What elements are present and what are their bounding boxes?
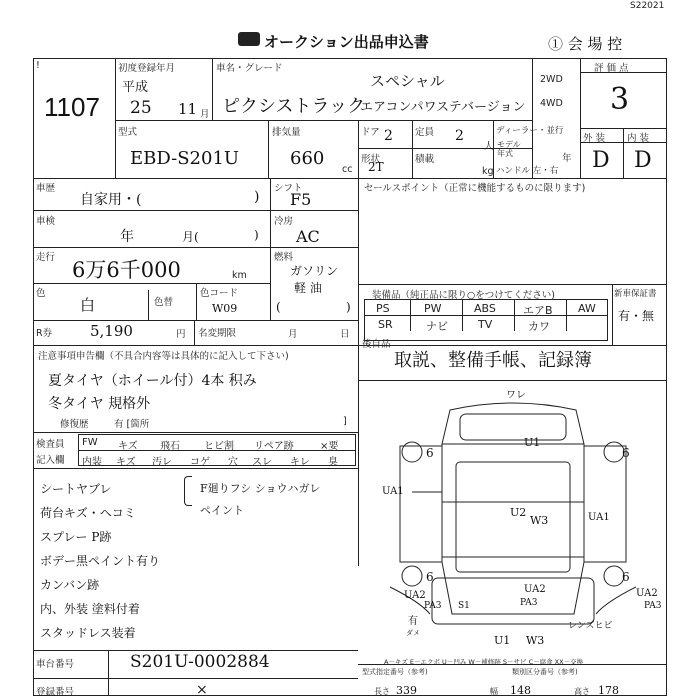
fuel-value1: ガソリン [290,264,339,278]
insp-scratch: キズ [118,441,138,452]
insp-note-right-2: ペイント [200,504,244,517]
diagram-mark-bad: ダメ [406,629,420,637]
width-label: 幅 [490,687,498,696]
usage-value: 自家用・( [80,192,142,208]
recycle-label: R券 [36,328,53,339]
mileage-unit: km [232,270,247,281]
color-change-label: 色替 [154,297,174,308]
lot-number: 1107 [44,92,100,122]
equip-abs: ABS [474,302,496,315]
insp-cut: キレ [290,457,310,468]
doors-label: ドア [361,127,380,138]
insp-fw: FW [82,437,98,448]
inspector-label1: 検査員 [36,439,65,450]
type-value: EBD-S201U [130,148,240,169]
diagram-mark-ua2-bed: UA2 [524,584,546,595]
diagram-mark-ua2-right: UA2 [636,588,658,599]
mileage-label: 走行 [36,252,56,263]
diagram-mark-wheel-rr: 6 [622,570,630,584]
equip-tv: TV [478,318,493,331]
fuel-paren-close: ) [346,300,351,314]
diagram-mark-wheel-fl: 6 [426,446,434,460]
exterior-label: 外 装 [583,133,606,144]
diagram-mark-u1-top: U1 [524,436,541,449]
insp-hole: 穴 [228,457,238,468]
equipment-label: 装備品（純正品に限り○をつけてください) [372,290,555,301]
warranty-label: 新車保証書 [614,289,657,299]
diagram-mark-w3: W3 [530,514,549,527]
recycle-value: 5,190 [90,322,133,340]
notes-line2: 冬タイヤ 規格外 [48,396,151,412]
reg-number-label: 登録番号 [36,687,75,698]
drive-4wd: 4WD [540,98,563,109]
warranty-value: 有・無 [618,309,655,323]
diagram-mark-lens-crack: レンズヒビ [568,621,613,631]
reg-year: 25 [130,98,152,118]
diagram-mark-pa3-right: PA3 [644,601,662,611]
diagram-mark-ua2-left: UA2 [404,590,426,601]
diagram-mark-ua1-right: UA1 [588,512,610,523]
diagram-mark-wheel-fr: 6 [622,446,630,460]
color-code-label: 色コード [200,288,239,299]
handle-label: ハンドル 左・右 [496,166,559,176]
diagram-mark-crack: ワレ [506,390,526,401]
brand-logo [238,32,260,46]
mileage-value: 6万6千000 [72,258,181,282]
class-number-label: 類別区分番号（参考) [512,668,578,676]
insp-note-2: 荷台キズ・ヘコミ [40,506,136,520]
name-change-day: 日 [340,329,350,340]
insp-burn: コゲ [190,457,210,468]
length-value: 339 [396,684,417,697]
displacement-label: 排気量 [272,127,301,138]
first-reg-label: 初度登録年月 [118,63,176,74]
ac-value: AC [296,227,320,246]
diagram-legend: A－キズ E－エクボ U－凹み W－補修跡 S－サビ C－腐食 XX－交換 [384,658,584,666]
diagram-mark-w3-rear: W3 [526,634,545,647]
insp-chip: 飛石 [160,441,180,452]
inspection-month: 月( [182,230,199,244]
insp-note-5: カンバン跡 [40,578,100,592]
inspector-label2: 記入欄 [36,455,65,466]
notes-label: 注意事項申告欄（不具合内容等は具体的に記入して下さい) [38,351,289,362]
insp-dirt: 汚レ [152,457,172,468]
attachments-label: 後自品 [362,339,391,350]
length-label: 長さ [374,687,390,696]
usage-close: ) [254,189,260,205]
repair-close: ] [343,416,347,427]
model-name: ピクシストラック [222,96,366,117]
chassis-value: S201U-0002884 [130,652,270,672]
name-change-label: 名変期限 [198,328,237,339]
diagram-mark-u1-rear: U1 [494,634,511,647]
insp-required: ×要 [320,441,339,452]
doc-code: S22021 [630,1,665,11]
insp-note-right-1: F廻りフシ ショウハガレ [200,482,321,495]
equip-pw: PW [424,302,442,315]
insp-note-1: シートヤブレ [40,482,112,496]
displacement-value: 660 [290,148,325,169]
diagram-mark-u2: U2 [510,506,527,519]
capacity-label: 定員 [415,127,435,138]
insp-odor: 臭 [328,457,338,468]
color-value: 白 [80,296,96,314]
shape-value: 2T [368,160,384,174]
interior-grade: D [634,148,652,173]
lot-mark: ! [36,60,40,71]
diagram-mark-wheel-rl: 6 [426,570,434,584]
insp-note-6: 内、外装 塗料付着 [40,602,140,616]
eval-label: 評 価 点 [594,63,629,74]
inspection-label: 車検 [36,216,56,227]
height-label: 高さ [574,687,590,696]
equip-leather: カワ [528,320,550,333]
eval-score: 3 [610,82,630,117]
insp-interior: 内装 [82,457,102,468]
name-change-month: 月 [288,329,298,340]
insp-note-3: スプレー P跡 [40,530,112,544]
equip-airbag: エアB [523,304,553,317]
model-year-label: モデル 年式 [497,140,521,158]
width-value: 148 [510,684,531,697]
diagram-mark-ua1-left: UA1 [382,486,404,497]
equip-navi: ナビ [426,320,448,333]
insp-int-scratch: キズ [116,457,136,468]
diagram-mark-yes: 有 [408,616,418,627]
color-label: 色 [36,288,46,299]
type-label: 型式 [118,127,138,138]
chassis-label: 車台番号 [36,659,75,670]
fuel-paren-open: ( [276,300,281,314]
repair-label: 修復歴 [60,419,89,430]
inspection-close: ) [254,228,259,242]
insp-wear: スレ [252,457,272,468]
bracket-mark [184,476,192,506]
era-value: 平成 [122,80,149,95]
insp-note-4: ボデー黒ペイント有り [40,554,161,568]
shape-label: 形状 [361,154,381,165]
insp-note-7: スタッドレス装着 [40,626,136,640]
shift-label: シフト [274,183,303,194]
name-grade-label: 車名・グレード [216,63,283,74]
fuel-value2: 軽 油 [294,281,322,295]
diagram-mark-pa3-bed: PA3 [520,598,538,608]
equip-aw: AW [578,302,596,315]
cc-unit: cc [342,164,353,175]
drive-2wd: 2WD [540,74,563,85]
diagram-mark-pa3-left: PA3 [424,601,442,611]
capacity-value: 2 [455,128,464,144]
repair-value: 有 [箇所 [114,419,150,430]
recycle-unit: 円 [176,329,186,340]
attachments-value: 取説、整備手帳、記録簿 [394,350,592,371]
equip-sr: SR [378,318,393,331]
insp-crack: ヒビ割 [204,441,234,452]
dealer-label: ディーラー・並行 [496,126,564,136]
year-unit: 年 [562,153,572,164]
form-title: オークション出品申込書 [264,33,429,51]
grade-line2: エアコンパワステバージョン [360,100,526,115]
load-label: 積載 [415,154,435,165]
insp-repair: リペア跡 [254,441,294,452]
sales-point-label: セールスポイント（正常に機能するものに限ります) [364,183,586,194]
load-unit: kg [482,166,494,177]
fuel-label: 燃料 [274,252,294,263]
interior-label: 内 装 [627,133,650,144]
form-number-label: 型式指定番号（参考) [362,668,428,676]
notes-line1: 夏タイヤ（ホイール付）4本 积み [48,373,257,389]
month-unit: 月 [200,109,210,120]
capacity-unit: 人 [484,141,494,152]
doors-value: 2 [384,128,393,144]
grade-line1: スペシャル [370,72,445,90]
reg-month: 11 [178,100,198,118]
diagram-mark-s1: S1 [458,601,470,611]
copy-type: ① 会 場 控 [548,35,623,53]
shift-value: F5 [290,190,312,209]
color-code-value: W09 [212,302,238,315]
height-value: 178 [598,684,619,697]
equip-ps: PS [376,302,390,315]
reg-number-mark: × [196,682,208,698]
usage-label: 車歴 [36,183,56,194]
ac-label: 冷房 [274,216,294,227]
exterior-grade: D [592,148,610,173]
inspection-value: 年 [120,229,134,245]
